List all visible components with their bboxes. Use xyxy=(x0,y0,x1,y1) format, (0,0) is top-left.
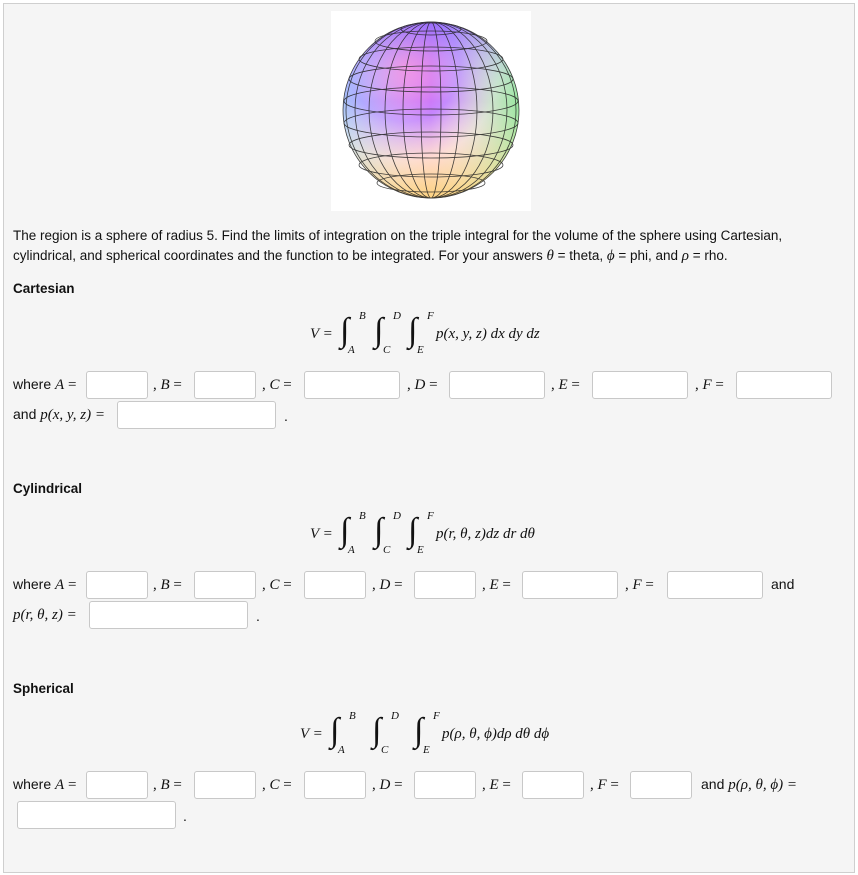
cartesian-D-label xyxy=(407,376,438,394)
equals-sign: = xyxy=(279,777,292,793)
equals-sign: = xyxy=(498,577,511,593)
limit-B: B xyxy=(349,710,356,722)
var-B: B xyxy=(160,377,170,393)
integral-sign-middle: ∫ xyxy=(374,512,384,549)
var-B: B xyxy=(160,577,170,593)
spherical-F-input[interactable] xyxy=(630,771,692,799)
cartesian-E-input[interactable] xyxy=(592,371,688,399)
sphere-image xyxy=(331,11,531,211)
prompt-line-1: The region is a sphere of radius 5. Find the limits of integration on the triple integral for the volume of the sphere using Cartesian, xyxy=(13,228,783,243)
rho-definition: = rho. xyxy=(689,248,728,263)
cartesian-function-input[interactable] xyxy=(117,401,276,429)
cylindrical-D-input[interactable] xyxy=(414,571,476,599)
equals-sign: = xyxy=(390,777,403,793)
cartesian-D-input[interactable] xyxy=(449,371,545,399)
where-text: where xyxy=(13,776,56,792)
var-F: F xyxy=(702,377,712,393)
and-text: and xyxy=(701,776,729,792)
var-F: F xyxy=(632,577,642,593)
limit-F: F xyxy=(427,510,434,522)
cylindrical-A-label xyxy=(13,576,76,594)
spherical-function-label xyxy=(701,776,797,794)
var-E: E xyxy=(489,577,499,593)
cylindrical-function-label xyxy=(13,606,77,624)
cartesian-B-label xyxy=(153,376,182,394)
spherical-D-label xyxy=(372,776,403,794)
limit-D: D xyxy=(391,710,399,722)
cylindrical-F-input[interactable] xyxy=(667,571,763,599)
cylindrical-integral xyxy=(310,508,570,560)
equals-sign: = xyxy=(498,777,511,793)
cylindrical-F-label xyxy=(625,576,654,594)
comma: , xyxy=(482,777,490,793)
volume-label: V = xyxy=(300,726,323,742)
comma: , xyxy=(625,577,633,593)
cartesian-F-label xyxy=(695,376,724,394)
integral-sign-middle: ∫ xyxy=(372,712,382,749)
spherical-B-label xyxy=(153,776,182,794)
limit-C: C xyxy=(381,744,389,756)
comma: , xyxy=(551,377,559,393)
limit-C: C xyxy=(383,344,391,356)
var-D: D xyxy=(379,777,391,793)
cylindrical-E-label xyxy=(482,576,511,594)
comma: , xyxy=(407,377,415,393)
limit-E: E xyxy=(417,544,424,556)
equals-sign: = xyxy=(606,777,619,793)
cylindrical-heading: Cylindrical xyxy=(13,481,83,496)
comma: , xyxy=(153,577,161,593)
period: . xyxy=(284,408,288,424)
var-A: A xyxy=(55,777,65,793)
equals-sign: = xyxy=(279,377,292,393)
spherical-C-label xyxy=(262,776,292,794)
cartesian-E-label xyxy=(551,376,580,394)
integral-sign-outer: ∫ xyxy=(330,712,340,749)
equals-sign: = xyxy=(567,377,580,393)
comma: , xyxy=(372,577,380,593)
integral-sign-inner: ∫ xyxy=(414,712,424,749)
cartesian-B-input[interactable] xyxy=(194,371,256,399)
volume-label: V = xyxy=(310,526,333,542)
cylindrical-D-label xyxy=(372,576,403,594)
var-A: A xyxy=(55,377,65,393)
phi-symbol: ϕ xyxy=(606,248,615,264)
comma: , xyxy=(262,377,270,393)
phi-definition: = phi, and xyxy=(614,248,682,263)
equals-sign: = xyxy=(64,377,77,393)
spherical-A-input[interactable] xyxy=(86,771,148,799)
limit-A: A xyxy=(338,744,345,756)
cartesian-A-input[interactable] xyxy=(86,371,148,399)
equals-sign: = xyxy=(390,577,403,593)
equals-sign: = xyxy=(64,777,77,793)
question-prompt xyxy=(13,226,833,266)
var-D: D xyxy=(379,577,391,593)
limit-B: B xyxy=(359,510,366,522)
spherical-function-input[interactable] xyxy=(17,801,176,829)
var-A: A xyxy=(55,577,65,593)
comma: , xyxy=(482,577,490,593)
cylindrical-C-label xyxy=(262,576,292,594)
integral-sign-middle: ∫ xyxy=(374,312,384,349)
var-C: C xyxy=(269,577,280,593)
comma: , xyxy=(695,377,703,393)
spherical-function-text: p(ρ, θ, ϕ) = xyxy=(728,777,797,793)
cartesian-A-label xyxy=(13,376,76,394)
comma: , xyxy=(262,777,270,793)
spherical-integral xyxy=(300,708,580,760)
limit-A: A xyxy=(348,544,355,556)
spherical-heading: Spherical xyxy=(13,681,74,696)
cartesian-F-input[interactable] xyxy=(736,371,832,399)
var-C: C xyxy=(269,777,280,793)
integral-sign-outer: ∫ xyxy=(340,312,350,349)
var-E: E xyxy=(558,377,568,393)
limit-F: F xyxy=(433,710,440,722)
limit-E: E xyxy=(423,744,430,756)
limit-F: F xyxy=(427,310,434,322)
spherical-integrand: p(ρ, θ, ϕ)dρ dθ dϕ xyxy=(442,726,550,742)
volume-label: V = xyxy=(310,326,333,342)
cylindrical-integrand: p(r, θ, z)dz dr dθ xyxy=(436,526,535,542)
cartesian-heading: Cartesian xyxy=(13,281,75,296)
limit-B: B xyxy=(359,310,366,322)
equals-sign: = xyxy=(641,577,654,593)
equals-sign: = xyxy=(64,577,77,593)
comma: , xyxy=(590,777,598,793)
spherical-B-input[interactable] xyxy=(194,771,256,799)
limit-D: D xyxy=(393,510,401,522)
spherical-D-input[interactable] xyxy=(414,771,476,799)
cartesian-function-text: p(x, y, z) = xyxy=(40,407,105,423)
comma: , xyxy=(372,777,380,793)
rho-symbol: ρ xyxy=(681,248,689,264)
cartesian-integral xyxy=(310,308,570,360)
integral-sign-inner: ∫ xyxy=(408,512,418,549)
limit-D: D xyxy=(393,310,401,322)
var-D: D xyxy=(414,377,426,393)
cartesian-C-input[interactable] xyxy=(304,371,400,399)
var-C: C xyxy=(269,377,280,393)
equals-sign: = xyxy=(169,777,182,793)
cartesian-C-label xyxy=(262,376,292,394)
theta-definition: = theta, xyxy=(553,248,607,263)
cylindrical-B-label xyxy=(153,576,182,594)
cartesian-function-label xyxy=(13,406,105,424)
period: . xyxy=(183,808,187,824)
limit-C: C xyxy=(383,544,391,556)
spherical-F-label xyxy=(590,776,619,794)
spherical-A-label xyxy=(13,776,76,794)
where-text: where xyxy=(13,376,56,392)
comma: , xyxy=(262,577,270,593)
var-B: B xyxy=(160,777,170,793)
cylindrical-function-input[interactable] xyxy=(89,601,248,629)
limit-A: A xyxy=(348,344,355,356)
prompt-line-2: cylindrical, and spherical coordinates and the function to be integrated. For your answers xyxy=(13,248,547,263)
spherical-C-input[interactable] xyxy=(304,771,366,799)
cylindrical-C-input[interactable] xyxy=(304,571,366,599)
integral-sign-outer: ∫ xyxy=(340,512,350,549)
spherical-E-label xyxy=(482,776,511,794)
cylindrical-A-input[interactable] xyxy=(86,571,148,599)
comma: , xyxy=(153,777,161,793)
period: . xyxy=(256,608,260,624)
limit-E: E xyxy=(417,344,424,356)
equals-sign: = xyxy=(279,577,292,593)
and-text-trailing: and xyxy=(771,576,795,592)
var-F: F xyxy=(597,777,607,793)
theta-symbol: θ xyxy=(546,248,554,264)
cylindrical-B-input[interactable] xyxy=(194,571,256,599)
cartesian-integrand: p(x, y, z) dx dy dz xyxy=(436,326,540,342)
comma: , xyxy=(153,377,161,393)
and-text: and xyxy=(13,406,41,422)
cylindrical-E-input[interactable] xyxy=(522,571,618,599)
integral-sign-inner: ∫ xyxy=(408,312,418,349)
var-E: E xyxy=(489,777,499,793)
equals-sign: = xyxy=(425,377,438,393)
equals-sign: = xyxy=(711,377,724,393)
where-text: where xyxy=(13,576,56,592)
cylindrical-function-text: p(r, θ, z) = xyxy=(13,607,77,623)
spherical-E-input[interactable] xyxy=(522,771,584,799)
equals-sign: = xyxy=(169,377,182,393)
equals-sign: = xyxy=(169,577,182,593)
